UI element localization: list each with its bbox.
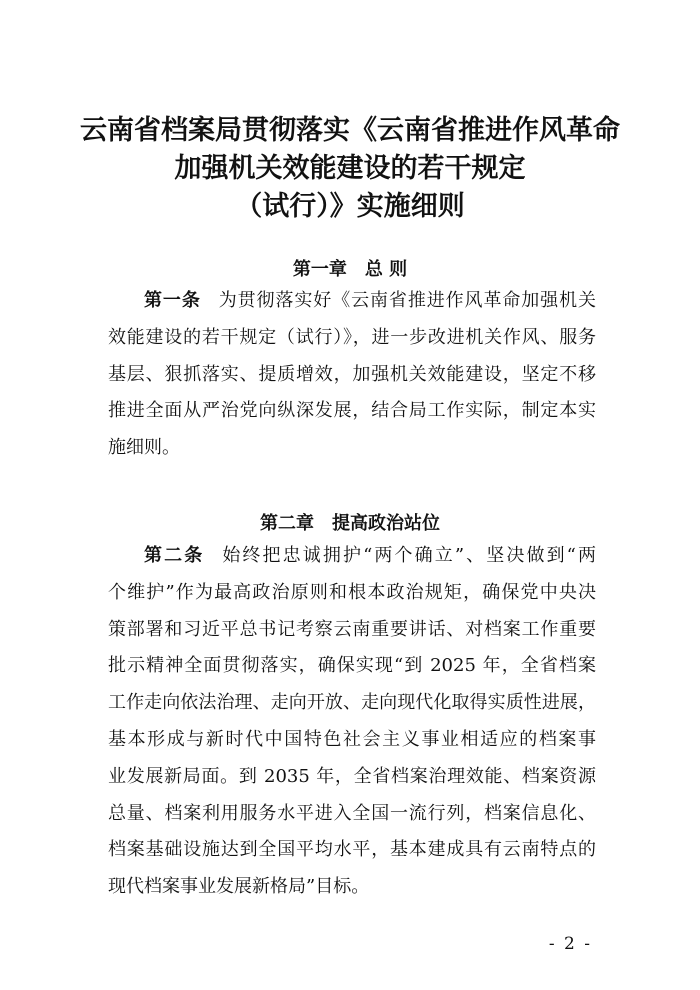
article-2-line-7: 业发展新局面。到 2035 年，全省档案治理效能、档案资源 (108, 765, 596, 787)
article-2-line-10: 现代档案事业发展新格局”目标。 (108, 876, 370, 898)
article-2-line-2: 个维护”作为最高政治原则和根本政治规矩，确保党中央决 (108, 581, 596, 603)
article-2-line-8: 总量、档案利用服务水平进入全国一流行列，档案信息化、 (108, 802, 596, 824)
article-1-line-4: 推进全面从严治党向纵深发展，结合局工作实际，制定本实 (108, 400, 596, 422)
article-2-line-4: 批示精神全面贯彻落实，确保实现“到 2025 年，全省档案 (108, 655, 596, 677)
article-2-line-1 (108, 538, 596, 575)
article-1-line-1 (108, 283, 596, 320)
page-number: - 2 - (548, 934, 592, 954)
document-title (60, 112, 640, 226)
article-2-line-5: 工作走向依法治理、走向开放、走向现代化取得实质性进展， (108, 692, 596, 714)
article-1-number: 第一条 (144, 290, 201, 311)
article-1-line-5: 施细则。 (108, 437, 180, 459)
article-1-line-3: 基层、狠抓落实、提质增效，加强机关效能建设，坚定不移 (108, 363, 596, 385)
article-2-line-1-text: 始终把忠诚拥护“两个确立”、坚决做到“两 (222, 545, 596, 566)
article-2-line-9: 档案基础设施达到全国平均水平，基本建成具有云南特点的 (108, 839, 596, 861)
title-line-2: 加强机关效能建设的若干规定 (174, 153, 526, 184)
chapter-2-heading: 第二章 提高政治站位 (260, 513, 440, 534)
chapter-1-heading: 第一章 总 则 (292, 259, 408, 280)
article-1 (108, 283, 596, 467)
article-1-line-2: 效能建设的若干规定（试行）》，进一步改进机关作风、服务 (108, 326, 596, 348)
article-2 (108, 538, 596, 906)
article-1-line-1-text: 为贯彻落实好《云南省推进作风革命加强机关 (218, 290, 597, 311)
article-2-number: 第二条 (144, 545, 205, 566)
article-2-line-3: 策部署和习近平总书记考察云南重要讲话、对档案工作重要 (108, 618, 596, 640)
article-2-line-6: 基本形成与新时代中国特色社会主义事业相适应的档案事 (108, 728, 596, 750)
title-line-1: 云南省档案局贯彻落实《云南省推进作风革命 (80, 115, 620, 146)
title-line-3: （试行）》实施细则 (235, 191, 465, 222)
